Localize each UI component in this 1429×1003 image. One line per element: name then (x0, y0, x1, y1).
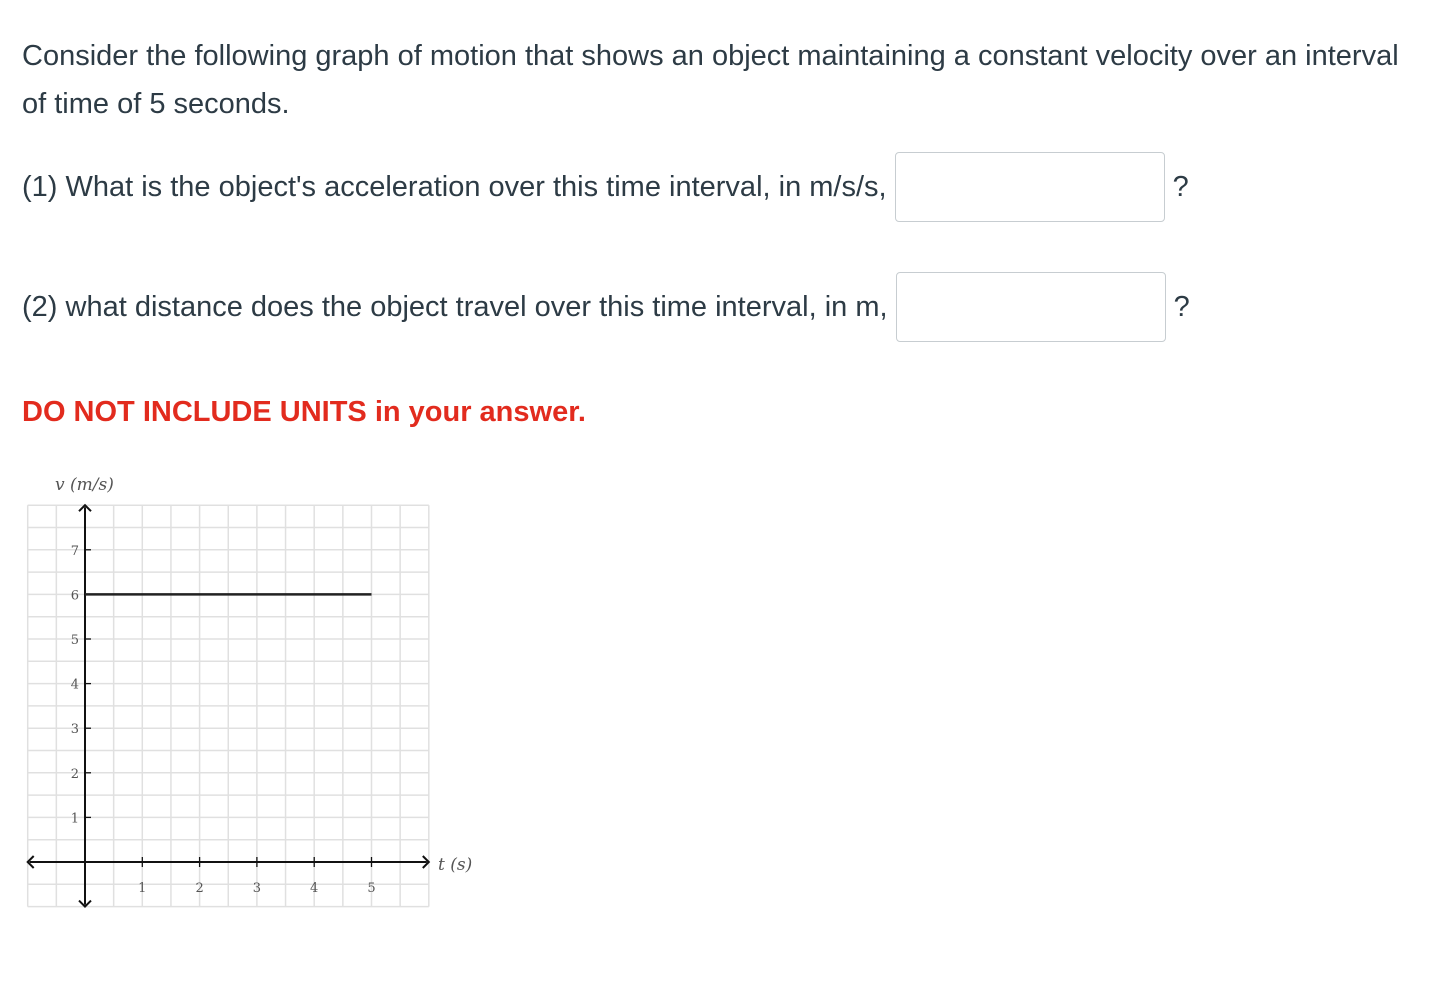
question-1 (22, 152, 1189, 222)
y-axis-label: v (m/s) (55, 475, 114, 495)
question-2-suffix: ? (1173, 290, 1190, 323)
question-2 (22, 272, 1190, 342)
acceleration-input[interactable] (895, 152, 1165, 222)
units-warning: DO NOT INCLUDE UNITS in your answer. (22, 396, 586, 428)
y-tick-label: 6 (70, 588, 79, 604)
y-tick-label: 7 (70, 543, 79, 559)
x-tick-label: 5 (367, 881, 376, 896)
question-1-label: (1) What is the object's acceleration over this time interval, in m/s/s, (22, 170, 887, 203)
intro-text: Consider the following graph of motion that shows an object maintaining a constant velocity over an interval of time of 5 seconds. (22, 40, 1399, 120)
x-tick-label: 3 (252, 881, 262, 896)
y-tick-label: 3 (70, 722, 79, 738)
x-tick-label: 2 (195, 881, 204, 896)
x-tick-label: 4 (310, 881, 319, 896)
x-axis-label: t (s) (438, 855, 473, 875)
question-2-label: (2) what distance does the object travel over this time interval, in m, (22, 290, 888, 323)
y-tick-label: 4 (70, 677, 79, 693)
y-tick-label: 1 (70, 811, 79, 827)
y-tick-label: 2 (70, 766, 79, 782)
question-1-suffix: ? (1172, 170, 1189, 203)
distance-input[interactable] (896, 272, 1166, 342)
x-tick-label: 1 (138, 881, 147, 896)
velocity-time-chart (0, 460, 500, 930)
y-tick-label: 5 (70, 633, 79, 648)
